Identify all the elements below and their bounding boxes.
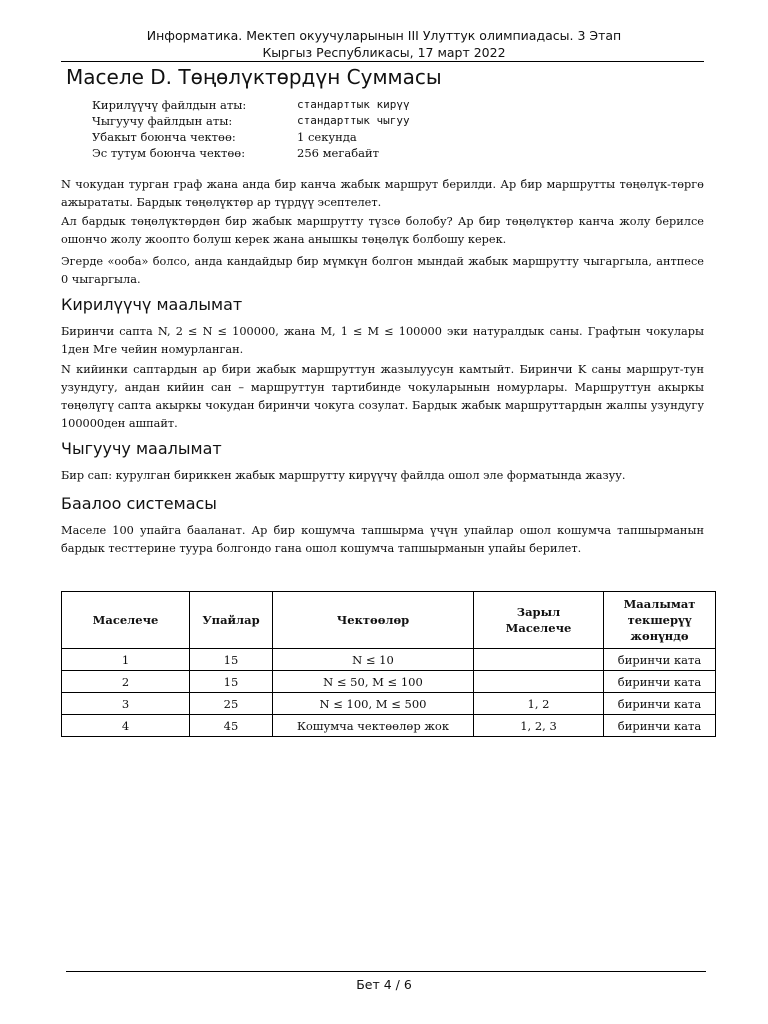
header-line: текшерүү — [627, 613, 692, 627]
cell-points: 15 — [190, 671, 273, 693]
meta-value: 256 мегабайт — [297, 146, 380, 160]
col-header-subtask: Маселече — [62, 592, 190, 649]
cell-subtask: 1 — [62, 649, 190, 671]
meta-row-memory-limit — [92, 145, 410, 161]
meta-row-output-file — [92, 113, 410, 129]
scoring-section-heading: Баалоо системасы — [61, 494, 217, 513]
meta-label: Кирилүүчү файлдын аты: — [92, 98, 247, 112]
meta-label: Эс тутум боюнча чектөө: — [92, 146, 246, 160]
cell-feedback: биринчи ката — [604, 649, 716, 671]
cell-required: 1, 2, 3 — [474, 715, 604, 737]
header-line: Маалымат — [623, 597, 696, 611]
header-rule — [61, 61, 704, 62]
col-header-points: Упайлар — [190, 592, 273, 649]
problem-meta — [92, 97, 410, 161]
table-row — [62, 715, 716, 737]
cell-constraints: N ≤ 50, M ≤ 100 — [273, 671, 474, 693]
col-header-required — [474, 592, 604, 649]
table-header-row — [62, 592, 716, 649]
cell-required — [474, 671, 604, 693]
meta-label: Убакыт боюнча чектөө: — [92, 130, 236, 144]
statement-paragraph-3: Эгерде «ооба» болсо, анда кандайдыр бир мүмкүн болгон мындай жабык маршрутту чыгаргыла, антпесе 0 чыгаргыла. — [61, 255, 704, 286]
meta-row-time-limit — [92, 129, 410, 145]
statement-paragraph-2: Ал бардык төңөлүктөрдөн бир жабык маршрутту түзсө болобу? Ар бир төңөлүктөр канча жолу берилсе ошончо жолу жоопто болуш керек жана анышкы төңөлүк болбошу керек. — [61, 215, 704, 246]
cell-subtask: 2 — [62, 671, 190, 693]
meta-row-input-file — [92, 97, 410, 113]
scoring-table — [61, 591, 716, 737]
cell-constraints: Кошумча чектөөлөр жок — [273, 715, 474, 737]
cell-constraints: N ≤ 100, M ≤ 500 — [273, 693, 474, 715]
statement-paragraph-1: N чокудан турган граф жана анда бир канча жабык маршрут берилди. Ар бир маршрутты төңөлүк-төргө ажырататы. Бардык төңөлүктөр ар түрдүү эсептелет. — [61, 178, 704, 209]
meta-value: стандарттык кирүү — [297, 98, 410, 111]
col-header-constraints: Чектөөлөр — [273, 592, 474, 649]
scoring-paragraph: Маселе 100 упайга бааланат. Ар бир кошумча тапшырма үчүн упайлар ошол кошумча тапшырманын бардык тесттерине туура болгондо гана ошол кошумча тапшырманын упайы берилет. — [61, 524, 704, 555]
header-line: жөнүндө — [630, 629, 689, 643]
cell-subtask: 4 — [62, 715, 190, 737]
col-header-feedback — [604, 592, 716, 649]
input-paragraph-2: N кийинки саптардын ар бири жабык маршруттун жазылуусун камтыйт. Биринчи K саны маршрут-тун узундугу, андан кийин сан – маршруттун тартибинде чокуларынын номурлары. Маршруттун акыркы төңөлүгү сапта акыркы чокудан биринчи чокуга созулат. Бардык жабык маршруттардын жалпы узундугу 100000ден ашпайт. — [61, 363, 704, 430]
cell-feedback: биринчи ката — [604, 693, 716, 715]
cell-points: 25 — [190, 693, 273, 715]
cell-subtask: 3 — [62, 693, 190, 715]
input-section-heading: Кирилүүчү маалымат — [61, 295, 243, 314]
output-section-heading: Чыгуучу маалымат — [61, 439, 222, 458]
header-line-2: Кыргыз Республикасы, 17 март 2022 — [262, 45, 506, 60]
page-header — [0, 27, 768, 61]
cell-points: 15 — [190, 649, 273, 671]
output-paragraph: Бир сап: курулган бириккен жабык маршрутту кирүүчү файлда ошол эле форматында жазуу. — [61, 469, 626, 482]
meta-value: стандарттык чыгуу — [297, 114, 410, 127]
cell-constraints: N ≤ 10 — [273, 649, 474, 671]
footer-rule — [66, 971, 706, 972]
header-line: Зарыл — [516, 605, 561, 619]
problem-title: Маселе D. Төңөлүктөрдүн Суммасы — [66, 65, 442, 89]
cell-required — [474, 649, 604, 671]
header-line: Маселече — [505, 621, 572, 635]
page-number: Бет 4 / 6 — [356, 977, 412, 992]
table-row — [62, 649, 716, 671]
cell-feedback: биринчи ката — [604, 671, 716, 693]
cell-required: 1, 2 — [474, 693, 604, 715]
input-paragraph-1: Биринчи сапта N, 2 ≤ N ≤ 100000, жана M, 1 ≤ M ≤ 100000 эки натуралдык саны. Графтын чокулары 1ден Mге чейин номурланган. — [61, 325, 704, 356]
header-line-1: Информатика. Мектеп окуучуларынын III Улуттук олимпиадасы. 3 Этап — [146, 28, 622, 43]
cell-points: 45 — [190, 715, 273, 737]
table-row — [62, 671, 716, 693]
meta-label: Чыгуучу файлдын аты: — [92, 114, 233, 128]
cell-feedback: биринчи ката — [604, 715, 716, 737]
table-row — [62, 693, 716, 715]
meta-value: 1 секунда — [297, 130, 357, 144]
